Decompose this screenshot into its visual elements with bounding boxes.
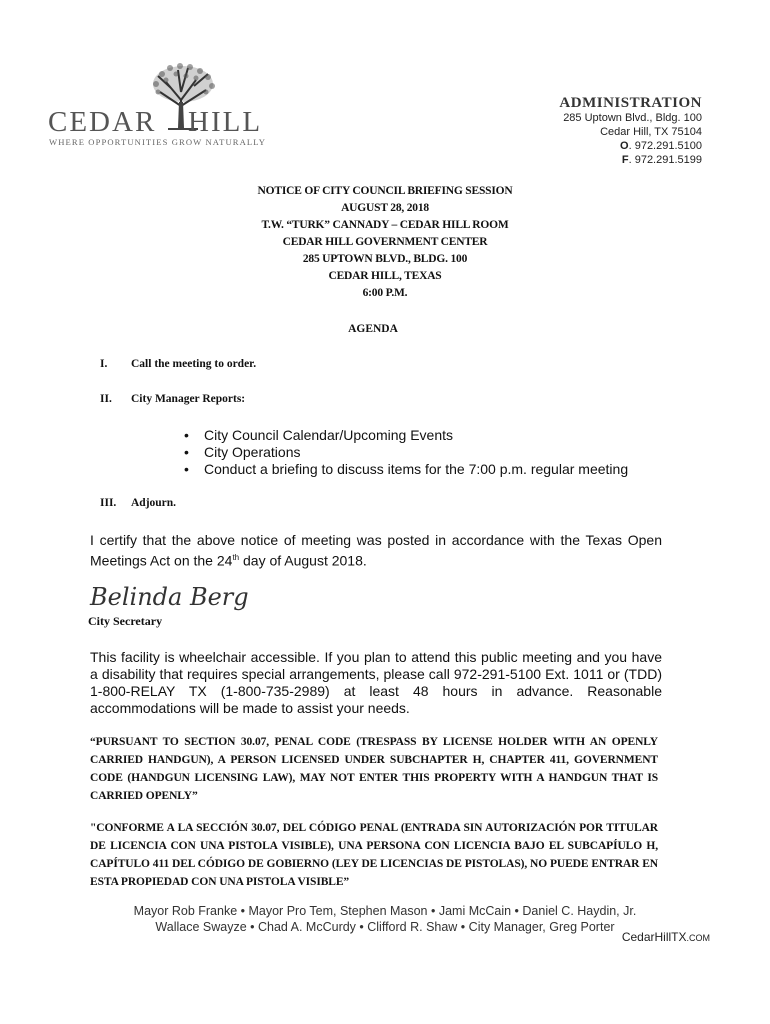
notice-date: AUGUST 28, 2018 bbox=[341, 202, 429, 214]
agenda-item-number: II. bbox=[100, 393, 112, 405]
fax-number: . 972.291.5199 bbox=[628, 154, 702, 166]
signature: Belinda Berg bbox=[90, 583, 249, 611]
certify-ordinal: th bbox=[232, 553, 240, 562]
city-manager-reports-list bbox=[184, 427, 628, 478]
notice-room: T.W. “TURK” CANNADY – CEDAR HILL ROOM bbox=[261, 219, 509, 231]
notice-city: CEDAR HILL, TEXAS bbox=[328, 270, 442, 282]
agenda-item-number: III. bbox=[100, 497, 117, 509]
notice-address: 285 UPTOWN BLVD., BLDG. 100 bbox=[302, 253, 468, 265]
notice-title: NOTICE OF CITY COUNCIL BRIEFING SESSION bbox=[257, 185, 513, 197]
list-item: • City Operations bbox=[184, 444, 628, 461]
website-tld: .COM bbox=[686, 933, 710, 943]
admin-address-line2: Cedar Hill, TX 75104 bbox=[600, 126, 702, 138]
list-item: • Conduct a briefing to discuss items for the 7:00 p.m. regular meeting bbox=[184, 461, 628, 478]
list-item: • City Council Calendar/Upcoming Events bbox=[184, 427, 628, 444]
certify-text: I certify that the above notice of meeting was posted in accordance with the Texas Open Meetings Act on the 24 bbox=[90, 532, 662, 569]
agenda-item-number: I. bbox=[100, 358, 108, 370]
agenda-item-text: Adjourn. bbox=[131, 497, 177, 509]
phone-label: O bbox=[620, 140, 629, 152]
logo-word-cedar: CEDAR bbox=[48, 106, 157, 138]
footer-line2: Wallace Swayze • Chad A. McCurdy • Clifford R. Shaw • City Manager, Greg Porter bbox=[155, 920, 615, 934]
legal-notice-spanish: "CONFORME A LA SECCIÓN 30.07, DEL CÓDIGO PENAL (ENTRADA SIN AUTORIZACIÓN POR TITULAR DE LICENCIA CON UNA PISTOLA VISIBLE), UNA PERSONA CON LICENCIA BAJO EL SUBCAPÍULO H, CAPÍTULO 411 DEL CÓDIGO DE GOBIERNO (LEY DE LICENCIAS DE PISTOLAS), NO PUEDE ENTRAR EN ESTA PROPIEDAD CON UNA PISTOLA VISIBLE” bbox=[90, 822, 658, 888]
agenda-item-text: Call the meeting to order. bbox=[131, 358, 257, 370]
fax-label: F bbox=[621, 154, 629, 166]
certification-statement bbox=[90, 532, 662, 570]
logo-tagline: WHERE OPPORTUNITIES GROW NATURALLY bbox=[49, 137, 267, 147]
admin-phone bbox=[559, 139, 702, 153]
agenda-item-text: City Manager Reports: bbox=[131, 393, 246, 405]
accessibility-notice: This facility is wheelchair accessible. If you plan to attend this public meeting and you have a disability that requires special arrangements, please call 972-291-5100 Ext. 1011 or (TDD) 1-800-RELAY TX (1-800-735-2989) at least 48 hours in advance. Reasonable accommodations will be made to assist your needs. bbox=[90, 649, 662, 716]
phone-number: . 972.291.5100 bbox=[628, 140, 702, 152]
notice-time: 6:00 P.M. bbox=[362, 287, 408, 299]
website-main: CedarHillTX bbox=[621, 930, 687, 944]
admin-fax bbox=[559, 153, 702, 167]
legal-notice-english: “PURSUANT TO SECTION 30.07, PENAL CODE (TRESPASS BY LICENSE HOLDER WITH AN OPENLY CARRIED HANDGUN), A PERSON LICENSED UNDER SUBCHAPTER H, CHAPTER 411, GOVERNMENT CODE (HANDGUN LICENSING LAW), MAY NOT ENTER THIS PROPERTY WITH A HANDGUN THAT IS CARRIED OPENLY” bbox=[90, 736, 658, 802]
certify-text-end: day of August 2018. bbox=[239, 552, 367, 569]
website-link[interactable] bbox=[622, 930, 710, 944]
notice-heading bbox=[0, 183, 770, 302]
cedar-hill-logo bbox=[48, 62, 278, 152]
notice-building: CEDAR HILL GOVERNMENT CENTER bbox=[282, 236, 488, 248]
logo-word-hill: HILL bbox=[188, 106, 263, 138]
admin-address-line1: 285 Uptown Blvd., Bldg. 100 bbox=[563, 112, 702, 124]
admin-title: ADMINISTRATION bbox=[559, 95, 702, 111]
footer-line1: Mayor Rob Franke • Mayor Pro Tem, Stephen Mason • Jami McCain • Daniel C. Haydin, Jr. bbox=[133, 904, 637, 918]
signatory-title: City Secretary bbox=[88, 614, 163, 628]
agenda-title: AGENDA bbox=[348, 323, 398, 335]
administration-contact bbox=[559, 96, 702, 167]
